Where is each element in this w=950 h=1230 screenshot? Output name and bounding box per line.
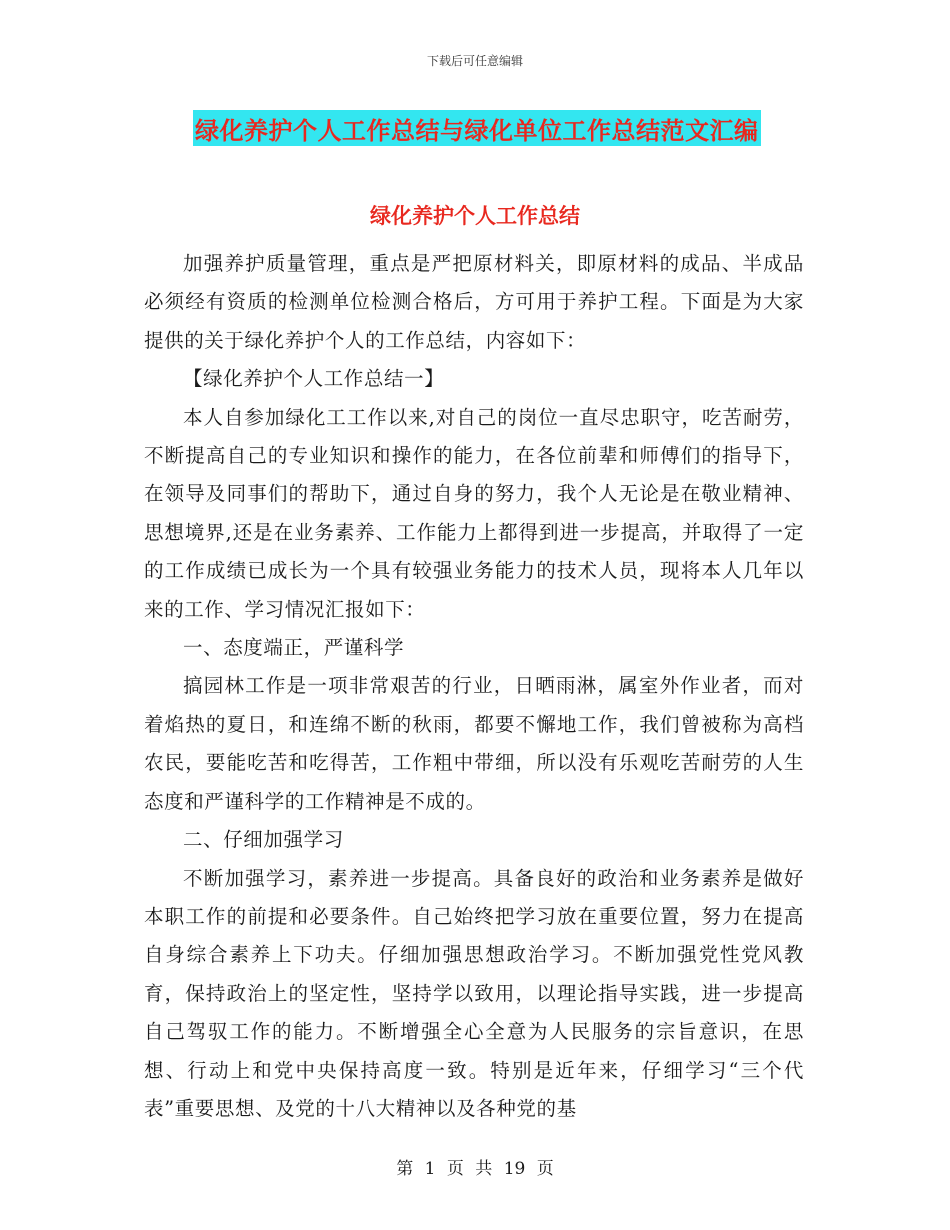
document-title: 绿化养护个人工作总结与绿化单位工作总结范文汇编 bbox=[195, 116, 759, 145]
document-body bbox=[144, 245, 804, 1128]
section-heading-attitude: 一、态度端正，严谨科学 bbox=[183, 636, 405, 660]
page-number-footer: 第 1 页 共 19 页 bbox=[396, 1159, 554, 1179]
paragraph-body: 本人自参加绿化工工作以来,对自己的岗位一直尽忠职守，吃苦耐劳，不断提高自己的专业知识和操作的能力，在各位前辈和师傅们的指导下，在领导及同事们的帮助下，通过自身的努力，我个人无论是在敬业精神、思想境界,还是在业务素养、工作能力上都得到进一步提高，并取得了一定的工作成绩已成长为一个具有较强业务能力的技术人员，现将本人几年以来的工作、学习情况汇报如下： bbox=[144, 405, 804, 621]
paragraph-body: 搞园林工作是一项非常艰苦的行业，日晒雨淋，属室外作业者，而对着焰热的夏日，和连绵不断的秋雨，都要不懈地工作，我们曾被称为高档农民，要能吃苦和吃得苦，工作粗中带细，所以没有乐观吃苦耐劳的人生态度和严谨科学的工作精神是不成的。 bbox=[144, 674, 804, 813]
paragraph-heading-one: 【绿化养护个人工作总结一】 bbox=[183, 367, 445, 391]
section-title: 绿化养护个人工作总结 bbox=[370, 204, 580, 228]
paragraph-intro: 加强养护质量管理，重点是严把原材料关，即原材料的成品、半成品必须经有资质的检测单位检测合格后，方可用于养护工程。下面是为大家提供的关于绿化养护个人的工作总结，内容如下： bbox=[144, 252, 804, 352]
page-header: 下载后可任意编辑 bbox=[426, 54, 523, 68]
section-heading-study: 二、仔细加强学习 bbox=[183, 828, 344, 852]
paragraph-body: 不断加强学习，素养进一步提高。具备良好的政治和业务素养是做好本职工作的前提和必要条件。自己始终把学习放在重要位置，努力在提高自身综合素养上下功夫。仔细加强思想政治学习。不断加强党性党风教育，保持政治上的坚定性，坚持学以致用，以理论指导实践，进一步提高自己驾驭工作的能力。不断增强全心全意为人民服务的宗旨意识，在思想、行动上和党中央保持高度一致。特别是近年来，仔细学习“三个代表”重要思想、及党的十八大精神以及各种党的基 bbox=[144, 866, 804, 1120]
main-title-highlight bbox=[193, 110, 761, 146]
